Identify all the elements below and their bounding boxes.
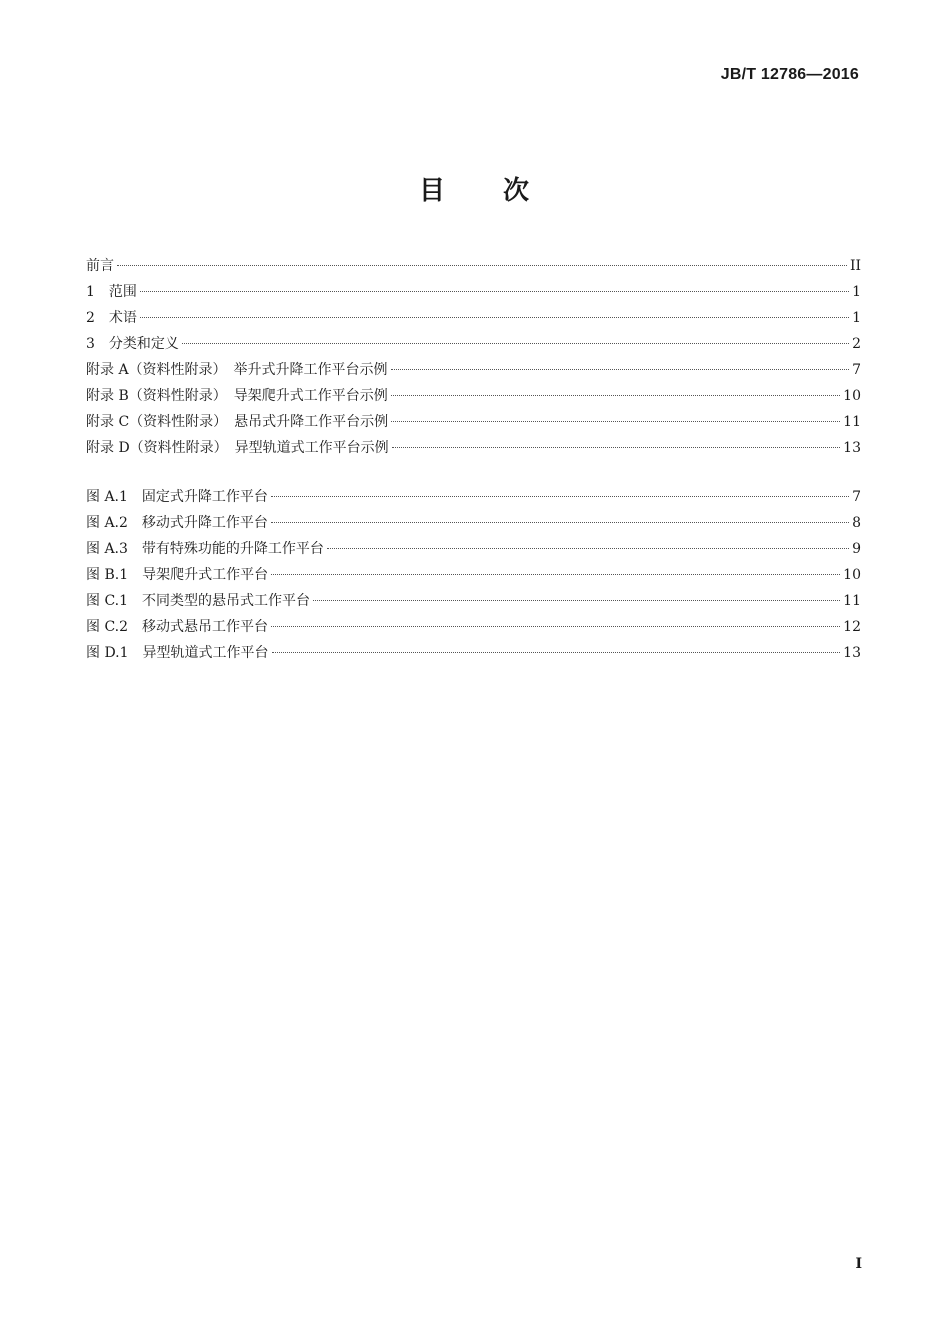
toc-figure-a1[interactable] [86,484,861,510]
toc-entry-label: 前言 [86,258,114,274]
toc-entry-label: 图 A.3 带有特殊功能的升降工作平台 [86,541,324,557]
toc-entry-page: 7 [852,362,861,378]
toc-leader [182,343,849,344]
toc-entry-page: 10 [843,567,861,583]
toc-entry-page: 11 [843,414,861,430]
toc-leader [140,291,849,292]
toc-entry-page: 8 [852,515,861,531]
toc-entry-label: 3 分类和定义 [86,336,179,352]
toc-leader [392,447,840,448]
toc-figures-list [86,484,861,666]
toc-entry-label: 附录 B（资料性附录） 导架爬升式工作平台示例 [86,388,388,404]
page-title [0,170,950,207]
toc-leader [391,395,840,396]
toc-entry-annex-b[interactable] [86,383,861,409]
page-number: I [855,1256,862,1272]
toc-leader [271,626,840,627]
toc-entry-label: 图 B.1 导架爬升式工作平台 [86,567,269,583]
toc-figure-c2[interactable] [86,614,861,640]
toc-leader [117,265,847,266]
toc-entry-scope[interactable] [86,279,861,305]
toc-leader [313,600,840,601]
toc-entry-label: 2 术语 [86,310,137,326]
toc-entry-page: 7 [852,489,861,505]
toc-leader [391,369,850,370]
toc-leader [271,496,849,497]
toc-entry-page: 10 [843,388,861,404]
toc-leader [271,574,840,575]
toc-entry-page: II [849,258,861,274]
toc-leader [272,652,841,653]
toc-entry-page: 1 [852,310,861,326]
toc-leader [327,548,849,549]
page-title-char-1: 目 [418,176,447,206]
toc-entry-page: 1 [852,284,861,300]
toc-entry-annex-d[interactable] [86,435,861,461]
toc-entry-label: 图 C.1 不同类型的悬吊式工作平台 [86,593,311,609]
toc-figure-d1[interactable] [86,640,861,666]
toc-entry-label: 图 A.1 固定式升降工作平台 [86,489,268,505]
toc-entry-page: 9 [852,541,861,557]
page-title-char-2: 次 [503,176,532,206]
toc-figure-b1[interactable] [86,562,861,588]
toc-leader [140,317,849,318]
toc-entry-annex-c[interactable] [86,409,861,435]
toc-figure-a2[interactable] [86,510,861,536]
toc-entry-annex-a[interactable] [86,357,861,383]
toc-leader [391,421,840,422]
toc-entry-classification[interactable] [86,331,861,357]
toc-entry-label: 附录 A（资料性附录） 举升式升降工作平台示例 [86,362,388,378]
toc-entry-label: 1 范围 [86,284,137,300]
toc-figure-c1[interactable] [86,588,861,614]
toc-figure-a3[interactable] [86,536,861,562]
toc-entry-label: 图 A.2 移动式升降工作平台 [86,515,268,531]
toc-entry-page: 13 [843,440,861,456]
toc-entry-page: 2 [852,336,861,352]
toc-entry-page: 12 [843,619,861,635]
toc-entry-page: 13 [843,645,861,661]
toc-entry-label: 附录 C（资料性附录） 悬吊式升降工作平台示例 [86,414,389,430]
toc-leader [271,522,849,523]
toc-entry-page: 11 [843,593,861,609]
toc-entry-label: 附录 D（资料性附录） 异型轨道式工作平台示例 [86,440,389,456]
toc-main-list [86,253,861,461]
toc-entry-terms[interactable] [86,305,861,331]
toc-entry-label: 图 D.1 异型轨道式工作平台 [86,645,269,661]
toc-entry-foreword[interactable] [86,253,861,279]
toc-entry-label: 图 C.2 移动式悬吊工作平台 [86,619,269,635]
document-number: JB/T 12786—2016 [720,66,859,83]
